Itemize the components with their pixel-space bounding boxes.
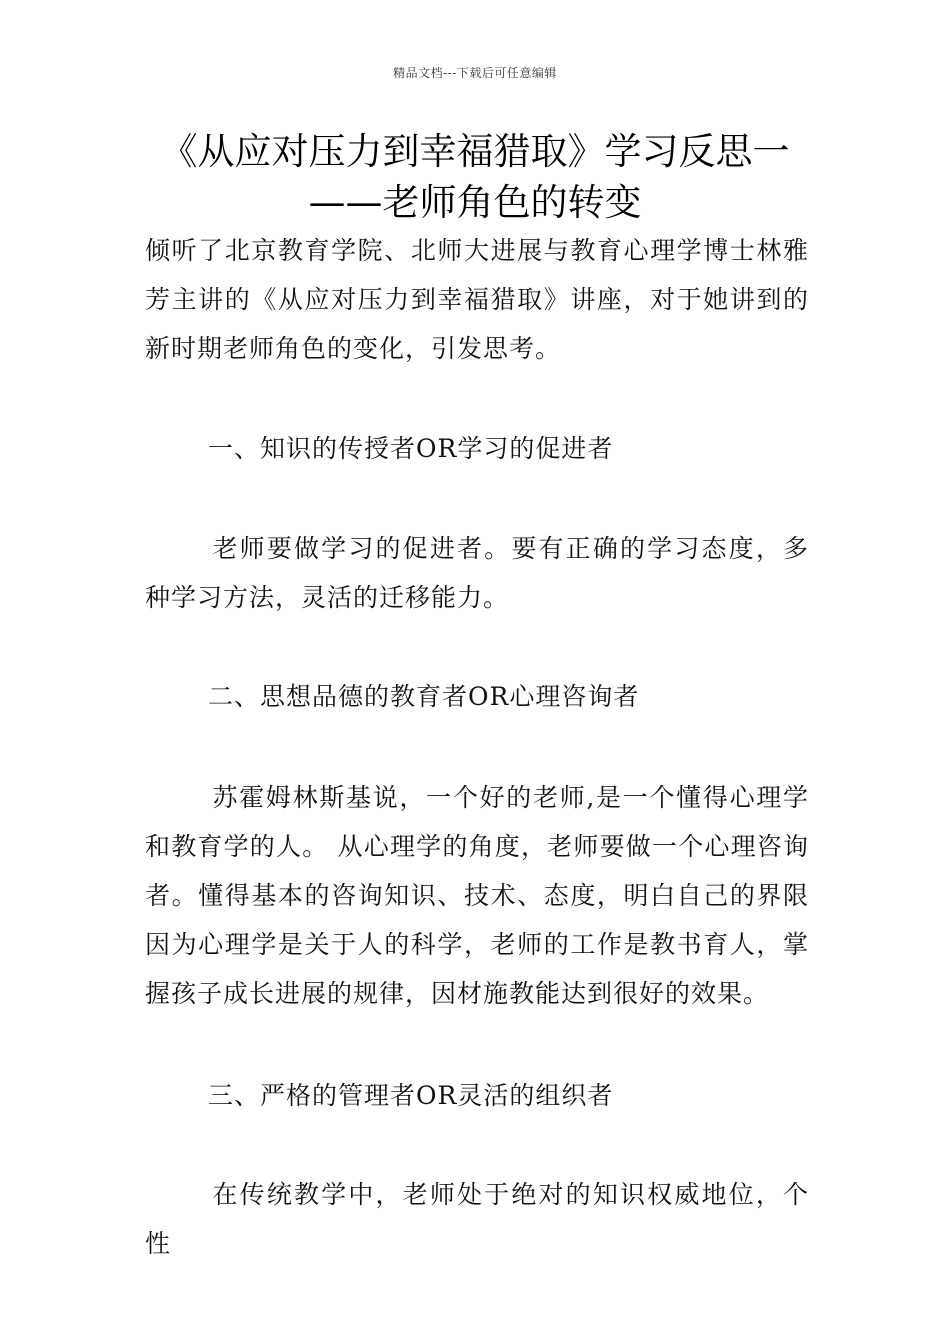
title-line-1: 《从应对压力到幸福猎取》学习反思一 (160, 130, 790, 173)
section-1-heading: 一、知识的传授者OR学习的促进者 (208, 434, 614, 463)
section-3-paragraph: 在传统教学中，老师处于绝对的知识权威地位，个性 (145, 1180, 809, 1258)
section-2-paragraph: 苏霍姆林斯基说，一个好的老师,是一个懂得心理学和教育学的人。 从心理学的角度，老师要做一个心理咨询者。懂得基本的咨询知识、技术、态度，明白自己的界限因为心理学是关于人的科学，老师的工作是教书育人，掌握孩子成长进展的规律，因材施教能达到很好的效果。 (145, 783, 809, 1008)
title-line-2: ——老师角色的转变 (308, 181, 642, 224)
intro-paragraph: 倾听了北京教育学院、北师大进展与教育心理学博士林雅芳主讲的《从应对压力到幸福猎取》讲座，对于她讲到的新时期老师角色的变化，引发思考。 (145, 236, 809, 363)
document-title (120, 126, 830, 228)
section-2-heading: 二、思想品德的教育者OR心理咨询者 (208, 682, 640, 711)
section-3-heading: 三、严格的管理者OR灵活的组织者 (208, 1081, 614, 1110)
section-1-paragraph: 老师要做学习的促进者。要有正确的学习态度，多种学习方法，灵活的迁移能力。 (145, 534, 809, 612)
header-note: 精品文档---下载后可任意编辑 (393, 66, 557, 80)
